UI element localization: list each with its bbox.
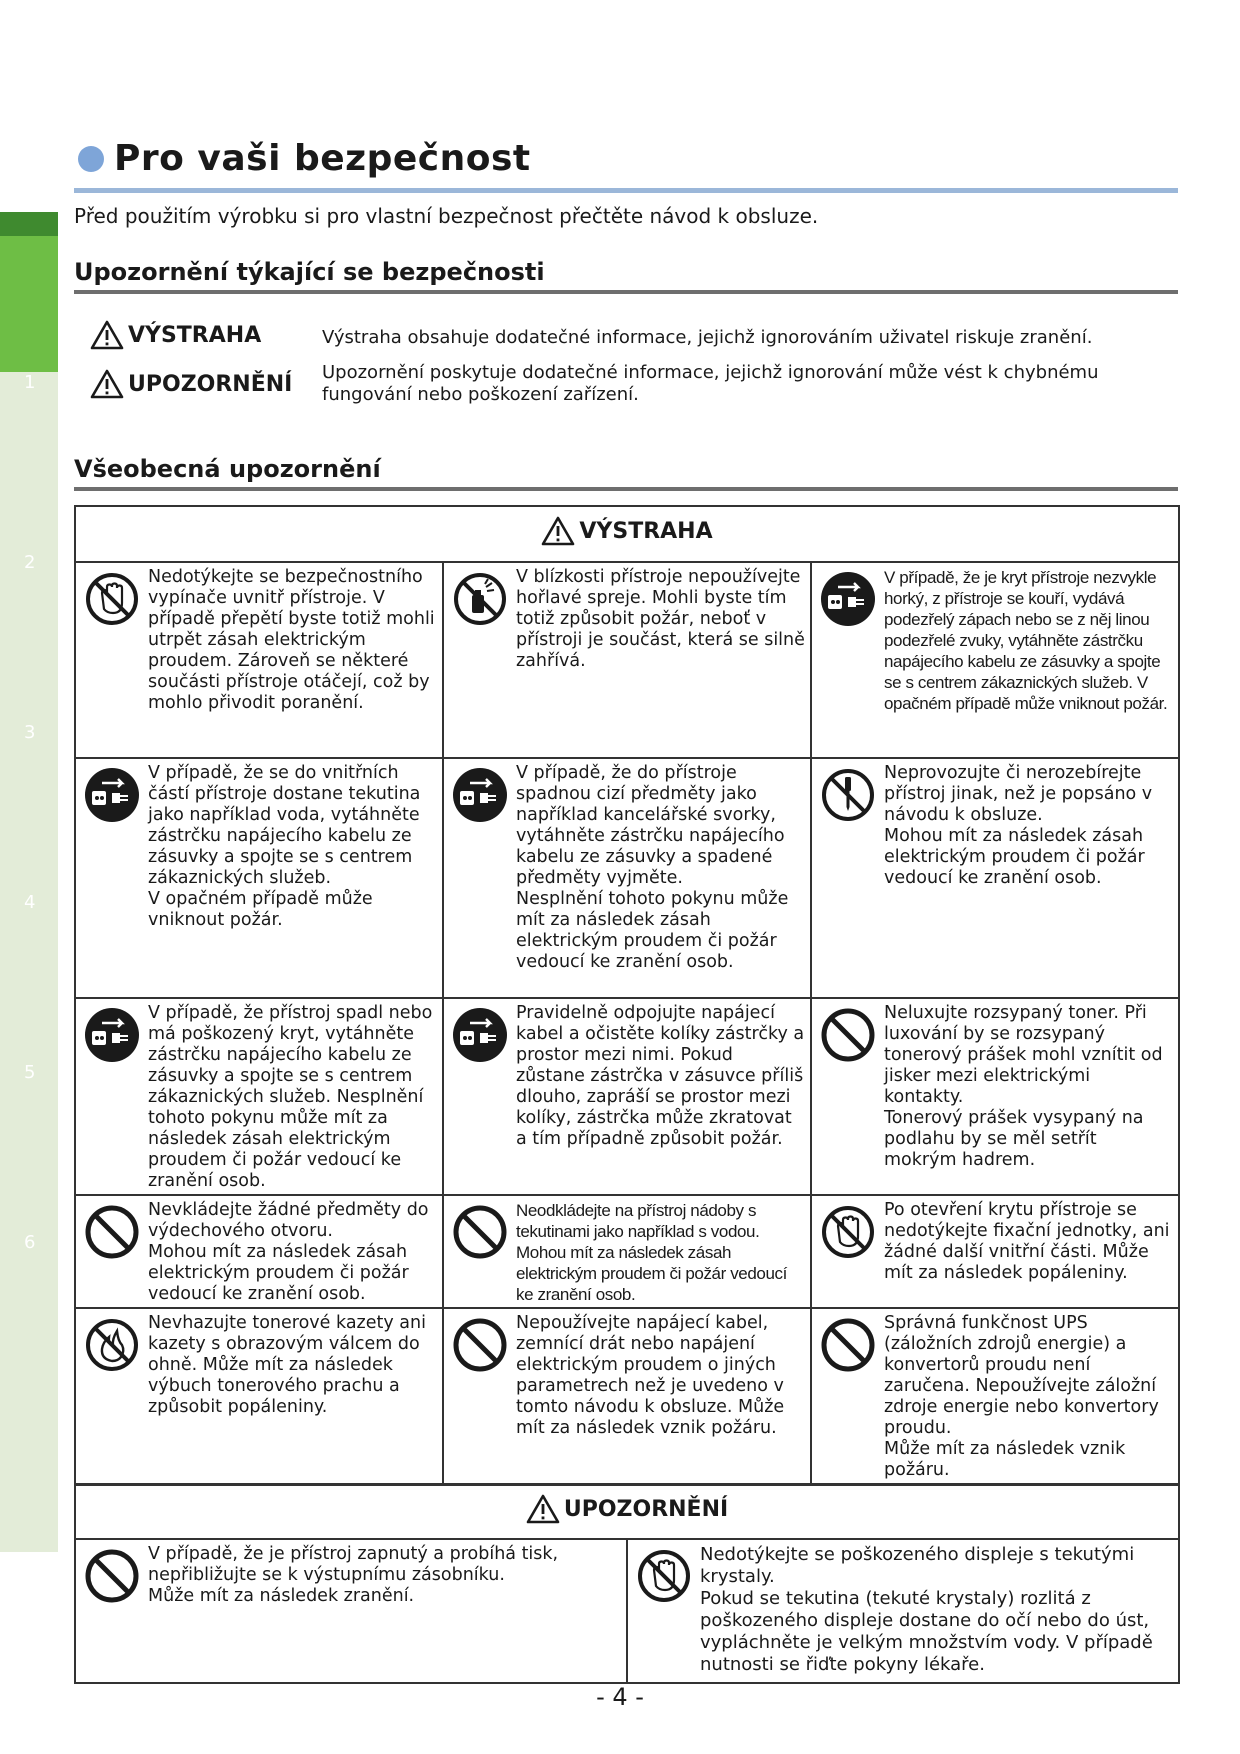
- section-heading-general-notes: Všeobecná upozornění: [74, 455, 381, 483]
- side-tab-number: 2: [24, 552, 36, 573]
- warning-cell: [811, 758, 1179, 998]
- warning-label-text: VÝSTRAHA: [128, 322, 262, 348]
- warning-cell: [75, 998, 443, 1195]
- title-divider: [74, 188, 1178, 193]
- caution-table-header: [75, 1485, 1179, 1539]
- warning-cell-text: Nepoužívejte napájecí kabel, zemnící drát nebo napájení elektrickým proudem o jiných parametrech než je uvedeno v tomto návodu k obsluze. Může mít za následek vznik požáru.: [516, 1313, 785, 1438]
- caution-cell: [627, 1539, 1179, 1683]
- intro-text: Před použitím výrobku si pro vlastní bezpečnost přečtěte návod k obsluze.: [74, 204, 819, 228]
- caution-table: [74, 1484, 1180, 1684]
- warning-cell: [811, 998, 1179, 1195]
- unplug-icon: [818, 569, 878, 629]
- warning-cell: [811, 562, 1179, 758]
- warning-cell-text: V případě, že se do vnitřních částí přístroje dostane tekutina jako například voda, vytáhněte zástrčku napájecího kabelu ze zásuvky a spojte se s centrem zákaznických služeb. V opačném případě může vniknout požár.: [148, 763, 421, 930]
- warning-cell-text: V případě, že přístroj spadl nebo má poškozený kryt, vytáhněte zástrčku napájecího kabelu ze zásuvky a spojte se s centrem zákaznických služeb. Nesplnění tohoto pokynu může mít za následek zásah elektrickým proudem či požár vedoucí ke zranění osob.: [148, 1003, 433, 1191]
- warning-cell-text: Nedotýkejte se bezpečnostního vypínače uvnitř přístroje. V případě přepětí byste totiž mohli utrpět zásah elektrickým proudem. Zároveň se některé součásti přístroje otáčejí, což by mohlo přivodit poranění.: [148, 567, 435, 713]
- warning-cell: [75, 758, 443, 998]
- prohibited-icon: [82, 1202, 142, 1262]
- warning-table: [74, 505, 1180, 1485]
- warning-triangle-icon: [526, 1494, 560, 1524]
- prohibited-icon: [450, 1315, 510, 1375]
- side-tab-number: 3: [24, 722, 36, 743]
- warning-cell: [443, 562, 811, 758]
- warning-cell-text: V blízkosti přístroje nepoužívejte hořlavé spreje. Mohli byste tím totiž způsobit požár, neboť v přístroji je součást, která se silně zahřívá.: [516, 567, 805, 671]
- side-tab-number: 4: [24, 892, 36, 913]
- side-tab-number: 1: [24, 372, 36, 393]
- prohibited-icon: [82, 1546, 142, 1606]
- warning-cell: [443, 758, 811, 998]
- legend-caution: [90, 362, 1162, 406]
- no-touch-hand-icon: [634, 1546, 694, 1606]
- side-tab-appendix[interactable]: [0, 1392, 58, 1552]
- warning-cell: [75, 562, 443, 758]
- no-touch-hand-icon: [818, 1202, 878, 1262]
- legend-warning: [90, 320, 1162, 350]
- warning-cell: [811, 1308, 1179, 1484]
- warning-cell-text: Správná funkčnost UPS (záložních zdrojů energie) a konvertorů proudu není zaručena. Nepoužívejte záložní zdroje energie nebo konvertory proudu. Může mít za následek vznik požáru.: [884, 1313, 1159, 1480]
- title-row: [78, 138, 531, 179]
- warning-triangle-icon: [541, 516, 575, 546]
- caution-cell: [75, 1539, 627, 1683]
- warning-table-header: [75, 506, 1179, 562]
- no-flammable-spray-icon: [450, 569, 510, 629]
- side-tab-strip: [0, 212, 58, 1552]
- warning-cell-text: Po otevření krytu přístroje se nedotýkejte fixační jednotky, ani žádné další vnitřní části. Může mít za následek popáleniny.: [884, 1200, 1170, 1283]
- warning-cell-text: Pravidelně odpojujte napájecí kabel a očistěte kolíky zástrčky a prostor mezi nimi. Pokud zůstane zástrčka v zásuvce příliš dlouho, zapráší se prostor mezi kolíky, zástrčka může zkratovat a tím případně způsobit požár.: [516, 1003, 805, 1149]
- legend-caution-label: [90, 362, 322, 406]
- warning-cell-text: Nevkládejte žádné předměty do výdechového otvoru. Mohou mít za následek zásah elektrickým proudem či požár vedoucí ke zranění osob.: [148, 1200, 429, 1304]
- warning-cell-text: Nevhazujte tonerové kazety ani kazety s obrazovým válcem do ohně. Může mít za následek výbuch tonerového prachu a způsobit popáleniny.: [148, 1313, 426, 1417]
- side-tab-number: 5: [24, 1062, 36, 1083]
- page-title: Pro vaši bezpečnost: [114, 138, 531, 179]
- side-tab-4[interactable]: [0, 882, 58, 1052]
- no-disassemble-icon: [818, 765, 878, 825]
- side-tab-2[interactable]: [0, 542, 58, 712]
- side-tab-6[interactable]: [0, 1222, 58, 1392]
- warning-cell-text: V případě, že do přístroje spadnou cizí předměty jako například kancelářské svorky, vytáhněte zástrčku napájecího kabelu ze zásuvky a spadené předměty vyjměte. Nesplnění tohoto pokynu může mít za následek zásah elektrickým proudem či požár vedoucí ke zranění osob.: [516, 763, 789, 972]
- warning-cell: [75, 1308, 443, 1484]
- section-heading-safety-notes: Upozornění týkající se bezpečnosti: [74, 258, 545, 286]
- section-divider: [74, 290, 1178, 294]
- warning-cell-text: Neodkládejte na přístroj nádoby s tekutinami jako například s vodou. Mohou mít za následek zásah elektrickým proudem či požár vedoucí ke zranění osob.: [516, 1201, 787, 1304]
- caution-header-text: UPOZORNĚNÍ: [563, 1496, 729, 1522]
- warning-triangle-icon: [90, 320, 124, 350]
- prohibited-icon: [818, 1315, 878, 1375]
- unplug-icon: [450, 765, 510, 825]
- warning-cell-text: Neprovozujte či nerozebírejte přístroj jinak, než je popsáno v návodu k obsluze. Mohou mít za následek zásah elektrickým proudem či požár vedoucí ke zranění osob.: [884, 763, 1153, 888]
- caution-cell-text: V případě, že je přístroj zapnutý a probíhá tisk, nepřibližujte se k výstupnímu zásobníku. Může mít za následek zranění.: [148, 1544, 559, 1606]
- legend-caution-text: Upozornění poskytuje dodatečné informace, jejichž ignorování může vést k chybnému fungování nebo poškození zařízení.: [322, 362, 1099, 405]
- prohibited-icon: [818, 1005, 878, 1065]
- unplug-icon: [82, 1005, 142, 1065]
- warning-cell: [443, 1195, 811, 1308]
- bullet-dot-icon: [78, 146, 104, 172]
- warning-cell: [75, 1195, 443, 1308]
- caution-label-text: UPOZORNĚNÍ: [128, 371, 293, 397]
- unplug-icon: [450, 1005, 510, 1065]
- side-tab-1[interactable]: [0, 212, 58, 372]
- side-tab-5[interactable]: [0, 1052, 58, 1222]
- unplug-icon: [82, 765, 142, 825]
- prohibited-icon: [450, 1202, 510, 1262]
- legend-warning-label: [90, 320, 322, 350]
- warning-cell-text: V případě, že je kryt přístroje nezvykle horký, z přístroje se kouří, vydává podezřelý zápach nebo se z něj linou podezřelé zvuky, vytáhněte zástrčku napájecího kabelu ze zásuvky a spojte se s centrem zákaznických služeb. V opačném případě může vniknout požár.: [884, 568, 1168, 713]
- warning-cell: [811, 1195, 1179, 1308]
- warning-header-text: VÝSTRAHA: [579, 518, 713, 544]
- side-tab-number: 6: [24, 1232, 36, 1253]
- side-tab-1-label[interactable]: [0, 372, 58, 542]
- warning-cell: [443, 1308, 811, 1484]
- warning-triangle-icon: [90, 369, 124, 399]
- section-divider: [74, 487, 1178, 491]
- caution-cell-text: Nedotýkejte se poškozeného displeje s tekutými krystaly. Pokud se tekutina (tekuté krystaly) rozlitá z poškozeného displeje dostane do očí nebo do úst, vypláchněte je velkým množstvím vody. V případě nutnosti se řiďte pokyny lékaře.: [700, 1544, 1153, 1675]
- warning-cell: [443, 998, 811, 1195]
- no-fire-icon: [82, 1315, 142, 1375]
- legend-warning-text: Výstraha obsahuje dodatečné informace, jejichž ignorováním uživatel riskuje zranění.: [322, 327, 1093, 348]
- page-number: - 4 -: [596, 1683, 644, 1711]
- no-touch-hand-icon: [82, 569, 142, 629]
- side-tab-3[interactable]: [0, 712, 58, 882]
- warning-cell-text: Neluxujte rozsypaný toner. Při luxování by se rozsypaný tonerový prášek mohl vznítit od jisker mezi elektrickými kontakty. Tonerový prášek vysypaný na podlahu by se měl setřít mokrým hadrem.: [884, 1003, 1163, 1170]
